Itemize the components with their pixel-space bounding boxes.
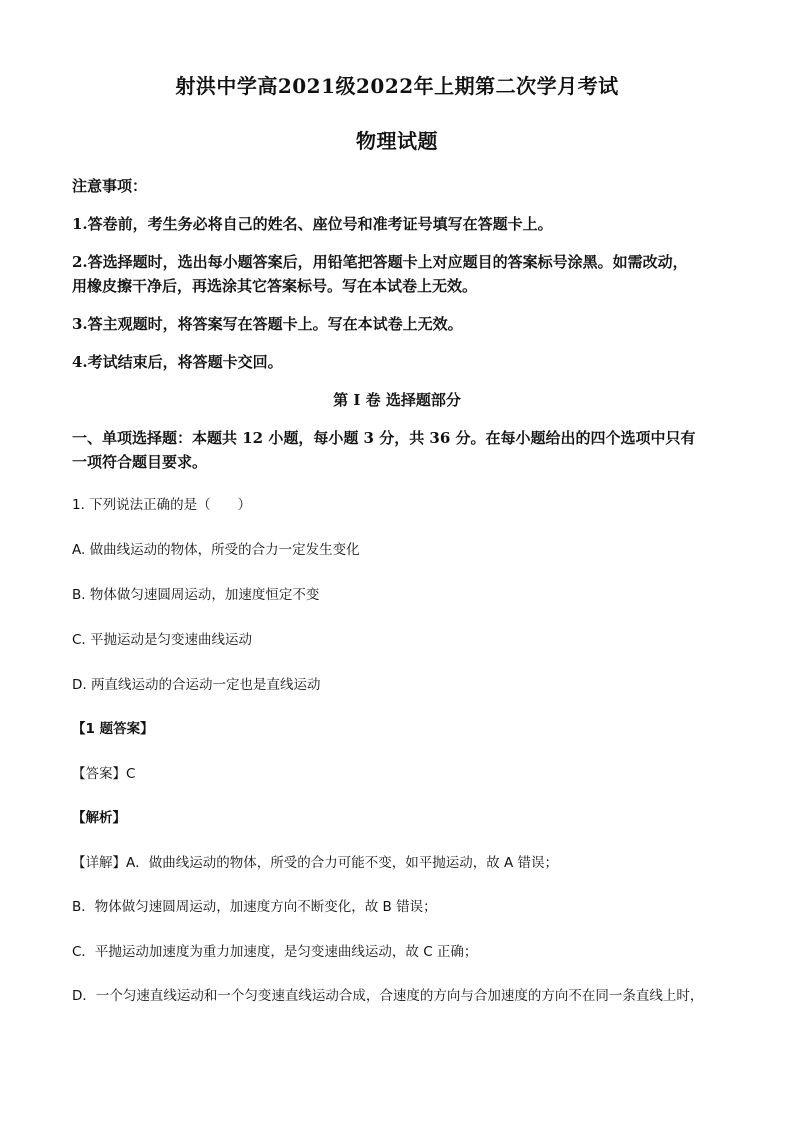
analysis-line-3: C．平抛运动加速度为重力加速度，是匀变速曲线运动，故 C 正确；	[72, 944, 478, 960]
exam-title: 射洪中学高2021级2022年上期第二次学月考试	[175, 74, 619, 98]
exam-subtitle: 物理试题	[356, 129, 438, 153]
notice-item-4: 4.考试结束后，将答题卡交回。	[72, 353, 283, 371]
notice-item-1: 1.答卷前，考生务必将自己的姓名、座位号和准考证号填写在答题卡上。	[72, 215, 553, 233]
section-instruction-2: 一项符合题目要求。	[72, 453, 208, 471]
notice-item-2-cont: 用橡皮擦干净后，再选涂其它答案标号。写在本试卷上无效。	[72, 277, 478, 295]
option-c: C. 平抛运动是匀变速曲线运动	[72, 632, 253, 648]
section-instruction-1: 一、单项选择题：本题共 12 小题，每小题 3 分，共 36 分。在每小题给出的四个选项中只有	[72, 429, 696, 447]
question-stem: 1. 下列说法正确的是（ ）	[72, 497, 252, 513]
analysis-line-1: 【详解】A．做曲线运动的物体，所受的合力可能不变，如平抛运动，故 A 错误；	[72, 855, 559, 871]
option-b: B. 物体做匀速圆周运动，加速度恒定不变	[72, 587, 320, 603]
option-d: D. 两直线运动的合运动一定也是直线运动	[72, 677, 321, 693]
notice-heading: 注意事项：	[72, 177, 148, 195]
answer-tag: 【1 题答案】	[72, 721, 154, 737]
analysis-line-4: D．一个匀速直线运动和一个匀变速直线运动合成，合速度的方向与合加速度的方向不在同一条直线上时，	[72, 988, 704, 1004]
section-title: 第 I 卷 选择题部分	[333, 391, 461, 409]
notice-item-2: 2.答选择题时，选出每小题答案后，用铅笔把答题卡上对应题目的答案标号涂黑。如需改动，	[72, 253, 688, 271]
notice-item-3: 3.答主观题时，将答案写在答题卡上。写在本试卷上无效。	[72, 315, 463, 333]
analysis-line-2: B．物体做匀速圆周运动，加速度方向不断变化，故 B 错误；	[72, 899, 437, 915]
analysis-tag: 【解析】	[72, 810, 126, 826]
option-a: A. 做曲线运动的物体，所受的合力一定发生变化	[72, 542, 360, 558]
answer-text: 【答案】C	[72, 766, 136, 782]
